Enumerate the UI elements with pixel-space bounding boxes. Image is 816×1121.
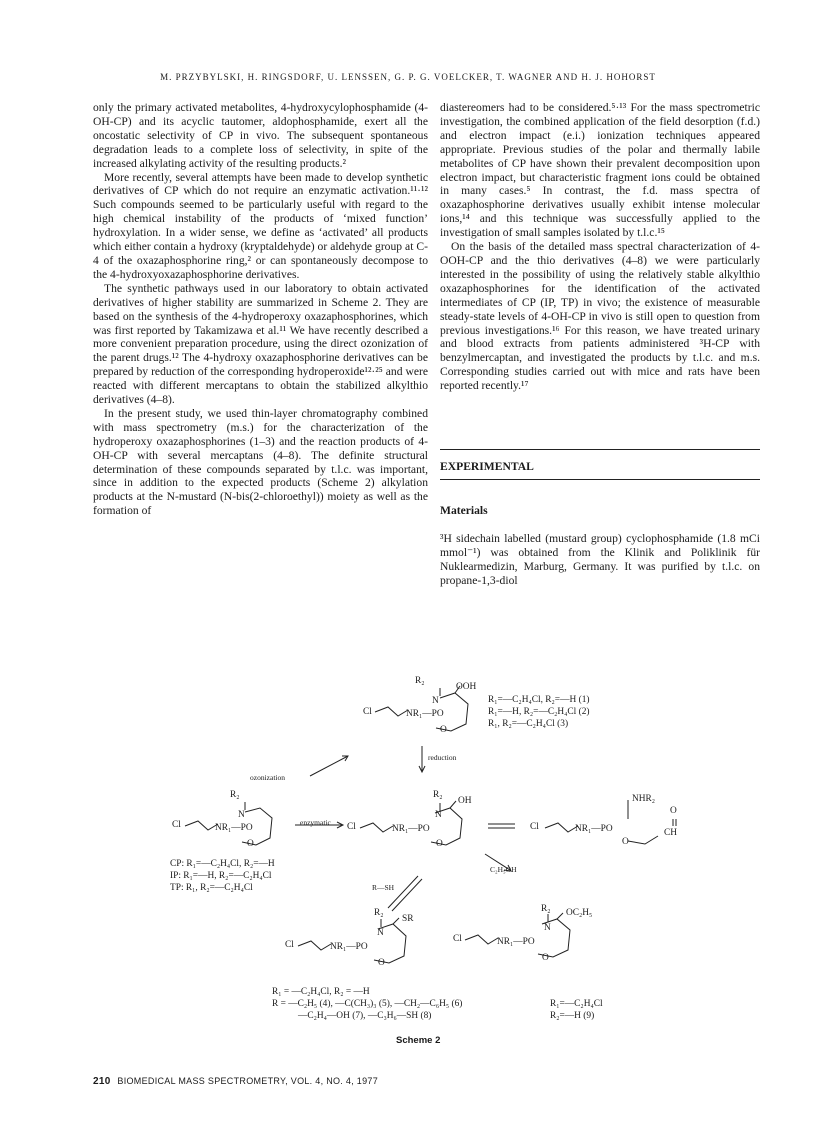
nr1po-label: NR₁—PO xyxy=(392,824,430,834)
n-label: N xyxy=(544,923,551,933)
parent-def-ip: IP: R₁=—H, R₂=—C₂H₄Cl xyxy=(170,871,272,881)
ch-label: CH xyxy=(664,828,678,838)
subsection-title: Materials xyxy=(440,503,488,517)
scheme-caption: Scheme 2 xyxy=(396,1035,441,1046)
right-column xyxy=(440,101,760,587)
n-label: N xyxy=(238,810,245,820)
section-title: EXPERIMENTAL xyxy=(440,460,534,474)
thio-def-1: R₁ = —C₂H₄Cl, R₂ = —H xyxy=(272,987,370,997)
n-label: N xyxy=(377,928,384,938)
r2-label: R₂ xyxy=(374,908,384,918)
r2-label: R₂ xyxy=(541,904,551,914)
o-label: O xyxy=(542,953,549,963)
enzymatic-label: enzymatic xyxy=(300,818,331,827)
reaction-scheme xyxy=(150,676,770,1031)
thio-def-2: R = —C₂H₅ (4), —C(CH₃)₃ (5), —CH₂—C₆H₅ (6) xyxy=(272,999,463,1009)
section-rule-top xyxy=(440,449,760,450)
parent-def-tp: TP: R₁, R₂=—C₂H₄Cl xyxy=(170,883,253,893)
r2-label: R₂ xyxy=(433,790,443,800)
nr1po-label: NR₁—PO xyxy=(575,824,613,834)
hydroperoxy-def-1: R₁=—C₂H₄Cl, R₂=—H (1) xyxy=(488,695,590,705)
o-label: O xyxy=(436,839,443,849)
ethoxy-def-1: R₁=—C₂H₄Cl xyxy=(550,999,603,1009)
nr1po-label: NR₁—PO xyxy=(215,823,253,833)
paragraph: The synthetic pathways used in our laboratory to obtain activated derivatives of higher stability are summarized in Scheme 2. They are based on the synthesis of the 4-hydroperoxy oxazaphosphorines, which was first reported by Takamizawa et al.¹¹ We have recently described a more convenient preparation procedure, using the direct ozonization of the parent drugs.¹² The 4-hydroxy oxazaphosphorine derivatives can be prepared by reduction of the corresponding hydroperoxide¹²·²⁵ and were reacted with different mercaptans to obtain the stabilized alkylthio derivatives (4–8). xyxy=(93,281,428,407)
o-label: O xyxy=(378,958,385,968)
nr1po-label: NR₁—PO xyxy=(330,942,368,952)
page-footer xyxy=(93,1076,378,1087)
rsh-label: R—SH xyxy=(372,883,395,892)
ozonization-arrow xyxy=(310,756,348,776)
section-rule-bottom xyxy=(440,479,760,480)
r2-label: R₂ xyxy=(230,790,240,800)
running-header: M. PRZYBYLSKI, H. RINGSDORF, U. LENSSEN, G. P. G. VOELCKER, T. WAGNER AND H. J. HOHORST xyxy=(160,72,656,82)
cl-label: Cl xyxy=(453,934,462,944)
thio-def-3: —C₂H₄—OH (7), —C₃H₆—SH (8) xyxy=(298,1011,432,1021)
ozonization-label: ozonization xyxy=(250,773,285,782)
n-label: N xyxy=(435,810,442,820)
cl-label: Cl xyxy=(363,707,372,717)
oh-label: OH xyxy=(458,796,472,806)
hydroperoxy-def-3: R₁, R₂=—C₂H₄Cl (3) xyxy=(488,719,569,729)
nhr2-label: NHR₂ xyxy=(632,794,656,804)
cl-label: Cl xyxy=(285,940,294,950)
n-label: N xyxy=(432,696,439,706)
ethanol-label: C₂H₅OH xyxy=(490,865,517,874)
paragraph: On the basis of the detailed mass spectral characterization of 4-OOH-CP and the thio derivatives (4–8) we were particularly interested in the possibility of using the relatively stable alkylthio oxazaphosphorines for the identification of the activated intermediates of CP (IP, TP) in vivo; the existence of measurable steady-state levels of 4-OH-CP in vivo is still open to question from previous investigations.¹⁶ For this reason, we have treated urinary and blood extracts from patients administered ³H-CP with benzylmercaptan, and investigated the products by t.l.c. and m.s. Corresponding studies carried out with mice and rats have been reported recently.¹⁷ xyxy=(440,240,760,393)
paragraph: In the present study, we used thin-layer chromatography combined with mass spectrometry (m.s.) for the characterization of the hydroperoxy oxazaphosphorines (1–3) and the reaction products of 4-OH-CP with several mercaptans (4–8). The definite structural determination of these compounds separated by t.l.c. was important, since in addition to the expected products (Scheme 2) alkylation products at the N-mustard (N-bis(2-chloroethyl)) moiety as well as the formation of xyxy=(93,406,428,518)
nr1po-label: NR₁—PO xyxy=(497,937,535,947)
o-label: O xyxy=(622,837,629,847)
hydroperoxy-def-2: R₁=—H, R₂=—C₂H₄Cl (2) xyxy=(488,707,590,717)
scheme-bonds xyxy=(150,676,770,1031)
ooh-label: OOH xyxy=(456,682,477,692)
journal-info: BIOMEDICAL MASS SPECTROMETRY, VOL. 4, NO. 4, 1977 xyxy=(117,1076,379,1086)
r2-label: R₂ xyxy=(415,676,425,686)
oc2h5-label: OC₂H₅ xyxy=(566,908,593,918)
o-label: O xyxy=(247,839,254,849)
reduction-label: reduction xyxy=(428,753,457,762)
sr-label: SR xyxy=(402,914,414,924)
o-label: O xyxy=(440,725,447,735)
ethoxy-def-2: R₂=—H (9) xyxy=(550,1011,595,1021)
paragraph: diastereomers had to be considered.⁵·¹³ For the mass spectrometric investigation, the combined application of the field desorption (f.d.) and electron impact (e.i.) ionization techniques appeared appropriate. Previous studies of the polar and thermally labile metabolites of CP have shown their prevalent decomposition upon electron impact, but characteristic fragment ions could be obtained in many cases.⁵ In contrast, the f.d. mass spectra of oxazaphosphorine derivatives usually exhibit intense molecular ions,¹⁴ and this technique was successfully applied to the investigation of small samples isolated by t.l.c.¹⁵ xyxy=(440,101,760,240)
paragraph: More recently, several attempts have been made to develop synthetic derivatives of CP which do not require an enzymatic activation.¹¹·¹² Such compounds seemed to be particularly useful with regard to the high chemical instability of the products of ‘mixed function’ hydroxylation. In a wider sense, we define as ‘activated’ all products which either contain a hydroxy (kryptaldehyde) or aldehyde group at C-4 of the oxazaphosphorine ring,² or can spontaneously decompose to the 4-hydroxyoxazaphosphorine derivatives. xyxy=(93,170,428,281)
parent-def-cp: CP: R₁=—C₂H₄Cl, R₂=—H xyxy=(170,859,275,869)
cl-label: Cl xyxy=(172,820,181,830)
paragraph: ³H sidechain labelled (mustard group) cyclophosphamide (1.8 mCi mmol⁻¹) was obtained from the Klinik and Poliklinik für Nuklearmedizin, Marburg, Germany. It was purified by t.l.c. on propane-1,3-diol xyxy=(440,531,760,587)
paragraph: only the primary activated metabolites, 4-hydroxycylophosphamide (4-OH-CP) and its acyclic tautomer, aldophosphamide, exert all the oncostatic selectivity of CP in vivo. The subsequent spontaneous degradation leads to a complete loss of selectivity, in spite of the increased alkylating activity of the resulting products.² xyxy=(93,101,428,170)
carbonyl-o-label: O xyxy=(670,806,677,816)
nr1po-label: NR₁—PO xyxy=(406,709,444,719)
left-column xyxy=(93,101,428,518)
cl-label: Cl xyxy=(530,822,539,832)
page-number: 210 xyxy=(93,1076,111,1087)
cl-label: Cl xyxy=(347,822,356,832)
